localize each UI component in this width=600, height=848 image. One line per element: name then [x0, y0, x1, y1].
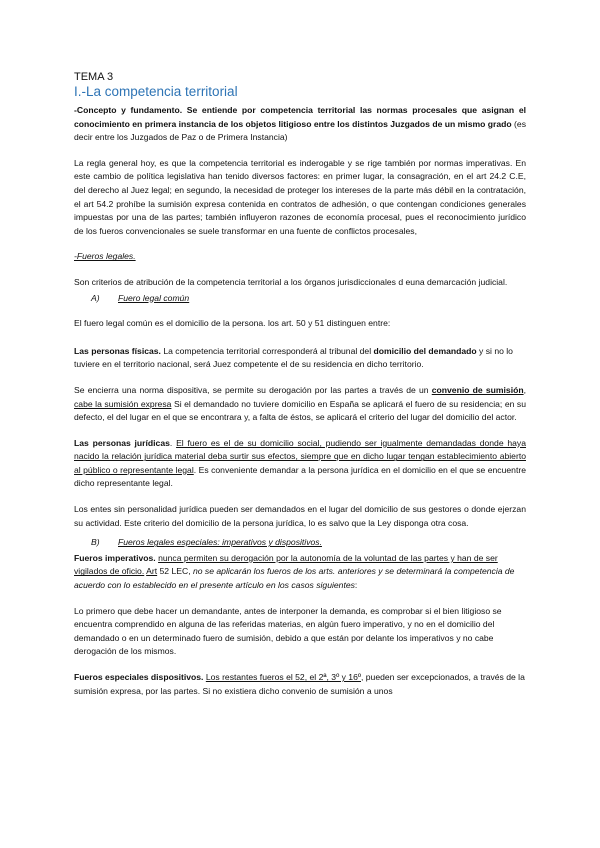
no-se-aplicaran-text: no se aplicarán los fueros de los arts. anteriores y se determinará la competencia de acuerdo con lo establecido en el presente artículo en los casos siguientes [74, 566, 515, 591]
general-rule-paragraph: La regla general hoy, es que la competencia territorial es inderogable y se rige también por normas imperativas. En este cambio de política legislativa han tenido diversos factores: en primer lugar, la consagración, en el art 24.2 C.E, del derecho al Juez legal; en segundo, la necesidad de proteger los intereses de la parte más débil en la contratación, el art 54.2 prohíbe la sumisión expresa contenida en contratos de adhesión, o que contengan condiciones generales impuestas por una de las partes; también influyeron razones de economía procesal, pues el reconocimiento jurídico de los fueros convencionales se suele transformar en una fuente de conflictos procesales, [74, 157, 526, 236]
personas-juridicas-paragraph [74, 437, 526, 491]
fueros-imperativos-label: Fueros imperativos. [74, 552, 156, 563]
lo-primero-paragraph: Lo primero que debe hacer un demandante, antes de interponer la demanda, es comprobar si el bien litigioso se encuentra comprendido en alguna de las referidas materias, en algún fuero imperativo, y no en el domicilio del demandado o en un determinado fuero de sumisión, debido a que están por delante los imperativos y no cabe derogación de los mismos. [74, 605, 502, 657]
personas-fisicas-text: La competencia territorial corresponderá al tribunal del [160, 345, 374, 356]
personas-fisicas-label: Las personas físicas. [74, 345, 161, 356]
colon-text: : [354, 580, 358, 591]
list-marker-b: B) [91, 537, 100, 548]
entes-paragraph: Los entes sin personalidad jurídica pueden ser demandados en el lugar del domicilio de sus gestores o donde ejerzan su actividad. Este criterio del domicilio de la persona jurídica, lo es salvo que la Ley disponga otra cosa. [74, 504, 526, 528]
fueros-legales-heading: -Fueros legales. [74, 251, 136, 262]
intro-bold-text: -Concepto y fundamento. Se entiende por competencia territorial las normas procesales que asignan el conocimiento en primera instancia de los objetos litigioso entre los distintos Juzgados de un mismo grado [74, 105, 526, 129]
restantes-fueros-text: Los restantes fueros el 52, el 2ª, 3º y 16º [205, 672, 361, 682]
list-item-a [91, 292, 526, 306]
comma-text: , [523, 384, 526, 395]
fueros-dispositivos-rest: , pueden ser excepcionados, a través de la sumisión expresa, por las partes. Si no existiera dicho convenio de sumisión a unos [74, 672, 525, 696]
fueros-dispositivos-paragraph [74, 671, 526, 698]
list-text-a: Fuero legal común [118, 292, 190, 303]
topic-number: TEMA 3 [74, 71, 114, 83]
document-page [74, 70, 526, 698]
sumision-expresa-text: cabe la sumisión expresa [74, 398, 172, 409]
domicilio-demandado-text: domicilio del demandado [373, 345, 477, 356]
personas-fisicas-paragraph [74, 345, 526, 372]
personas-juridicas-rest: . Es conveniente demandar a la persona jurídica en el domicilio en el que se encuentre dicho representante legal. [74, 464, 526, 489]
convenio-sumision-text: convenio de sumisión [431, 384, 524, 395]
art-52-text: 52 LEC, [157, 566, 193, 577]
fueros-imperativos-paragraph [74, 552, 526, 593]
fuero-domicilio-social-text: El fuero es el de su domicilio social, pudiendo ser igualmente demandadas donde haya nacido la relación jurídica material deba surtir sus efectos, siempre que en dicho lugar tengan establecimiento abierto al público o representante legal [74, 437, 527, 475]
art-text: Art [146, 566, 158, 577]
norma-dispositiva-paragraph [74, 384, 526, 425]
page-title: I.-La competencia territorial [74, 84, 238, 99]
period-text: . [169, 437, 177, 448]
fuero-comun-paragraph: El fuero legal común es el domicilio de la persona. los art. 50 y 51 distinguen entre: [74, 318, 391, 329]
list-marker-a: A) [91, 292, 100, 303]
nunca-permiten-text: nunca permiten su derogación por la autonomía de la voluntad de las partes y han de ser vigilados de oficio. [74, 552, 498, 577]
norma-dispositiva-rest: Si el demandado no tuviere domicilio en España se aplicará el fuero de su residencia; en su defecto, el del lugar en el que se encontrara y, a falta de éstos, se aplicará el criterio del lugar del domicilio del actor. [74, 398, 526, 423]
intro-plain-text: (es decir entre los Juzgados de Paz o de Primera Instancia) [74, 118, 526, 143]
list-text-b: Fueros legales especiales: imperativos y dispositivos. [118, 537, 322, 548]
intro-paragraph [74, 104, 526, 145]
list-item-b [91, 536, 526, 550]
criterios-paragraph: Son criterios de atribución de la competencia territorial a los órganos jurisdiccionales d euna demarcación judicial. [74, 276, 508, 287]
personas-fisicas-rest: y si no lo tuviere en el territorio nacional, será Juez competente el de su residencia en dicho territorio. [74, 345, 513, 370]
norma-dispositiva-text: Se encierra una norma dispositiva, se permite su derogación por las partes a través de un [74, 384, 432, 395]
personas-juridicas-label: Las personas jurídicas [74, 437, 170, 448]
fueros-dispositivos-label: Fueros especiales dispositivos. [74, 672, 204, 682]
